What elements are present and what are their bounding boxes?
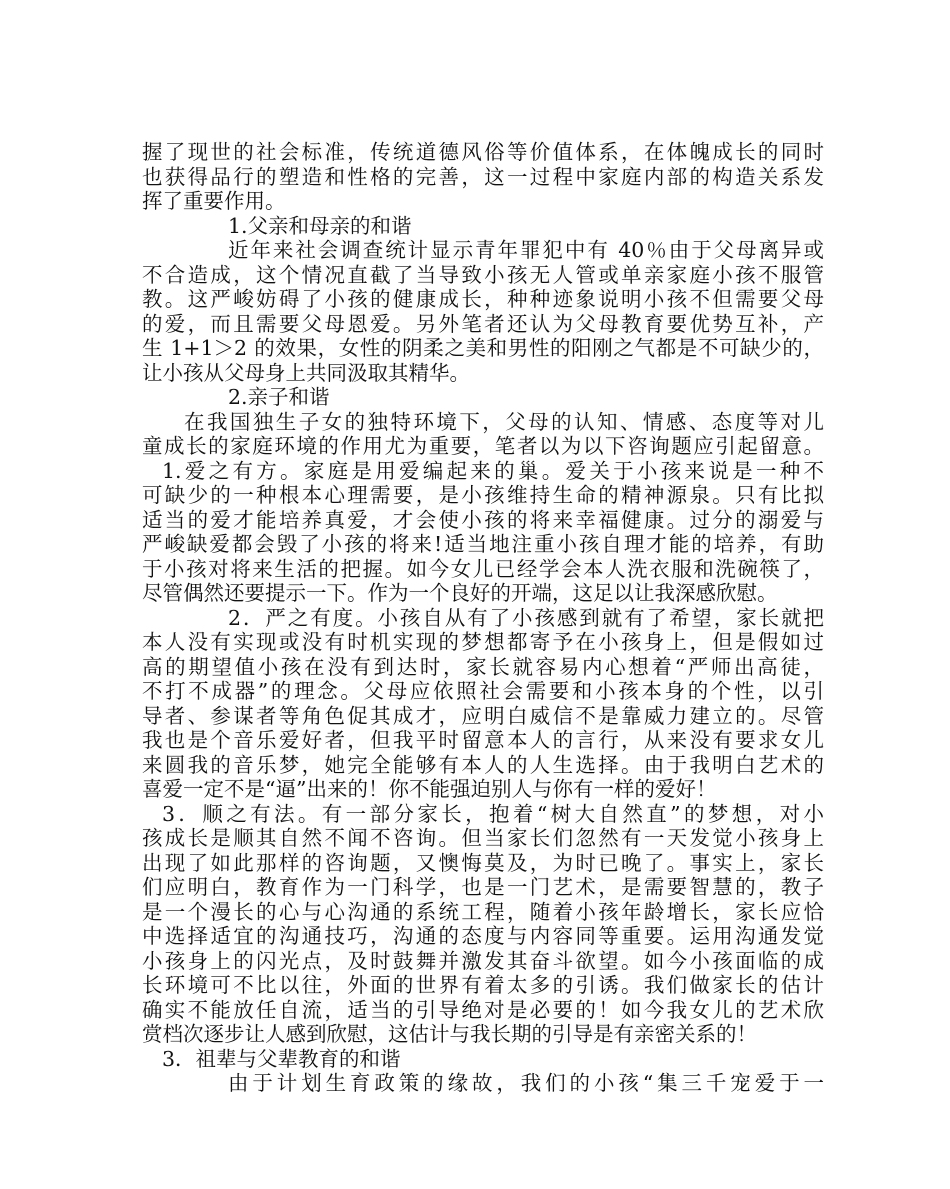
text-line: 不打不成器”的理念。父母应依照社会需要和小孩本身的个性，以引 [142,679,824,703]
text-line: 童成长的家庭环境的作用尤为重要，笔者以为以下咨询题应引起留意。 [142,434,824,458]
text-line: 适当的爱才能培养真爱，才会使小孩的将来幸福健康。过分的溺爱与 [142,507,824,532]
text-line: 1.父亲和母亲的和谐 [228,213,412,238]
text-line: 孩成长是顺其自然不闻不咨询。但当家长们忽然有一天发觉小孩身上 [142,826,824,850]
text-line: 本人没有实现或没有时机实现的梦想都寄予在小孩身上，但是假如过 [142,630,824,654]
text-line: 挥了重要作用。 [142,189,286,213]
text-line: 确实不能放任自流，适当的引导绝对是必要的！如今我女儿的艺术欣 [142,997,824,1022]
text-line: 不合造成，这个情况直截了当导致小孩无人管或单亲家庭小孩不服管 [142,262,824,287]
text-line: 喜爱一定不是“逼”出来的！你不能强迫别人与你有一样的爱好！ [142,777,717,801]
text-line: 让小孩从父母身上共同汲取其精华。 [142,360,470,385]
text-line: 也获得品行的塑造和性格的完善，这一过程中家庭内部的构造关系发 [142,164,824,189]
text-line: 近年来社会调查统计显示青年罪犯中有 40％由于父母离异或 [228,238,824,262]
text-line: 可缺少的一种根本心理需要，是小孩维持生命的精神源泉。只有比拟 [142,483,824,507]
text-line: 小孩身上的闪光点，及时鼓舞并激发其奋斗欲望。如今小孩面临的成 [142,948,824,973]
text-line: 生 1+1＞2 的效果，女性的阴柔之美和男性的阳刚之气都是不可缺少的， [142,336,824,360]
text-line: 握了现世的社会标准，传统道德风俗等价值体系，在体魄成长的同时 [142,140,824,164]
text-line: 长环境可不比以往，外面的世界有着太多的引诱。我们做家长的估计 [142,973,824,997]
text-line: 中选择适宜的沟通技巧，沟通的态度与内容同等重要。运用沟通发觉 [142,924,824,948]
text-line: 们应明白，教育作为一门科学，也是一门艺术，是需要智慧的，教子 [142,875,824,899]
text-line: 在我国独生子女的独特环境下，父母的认知、情感、态度等对儿 [184,409,824,434]
text-line: 由于计划生育政策的缘故，我们的小孩“集三千宠爱于一 [228,1071,824,1095]
text-line: 2．严之有度。小孩自从有了小孩感到就有了希望，家长就把 [228,605,824,630]
document-body [142,140,824,1096]
text-line: 于小孩对将来生活的把握。如今女儿已经学会本人洗衣服和洗碗筷了， [142,556,824,581]
text-line: 来圆我的音乐梦，她完全能够有本人的人生选择。由于我明白艺术的 [142,752,824,777]
text-line: 教。这严峻妨碍了小孩的健康成长，种种迹象说明小孩不但需要父母 [142,287,824,311]
text-line: 出现了如此那样的咨询题，又懊悔莫及，为时已晚了。事实上，家长 [142,850,824,875]
text-line: 尽管偶然还要提示一下。作为一个良好的开端，这足以让我深感欣慰。 [142,581,778,605]
text-line: 我也是个音乐爱好者，但我平时留意本人的言行，从来没有要求女儿 [142,728,824,752]
text-line: 的爱，而且需要父母恩爱。另外笔者还认为父母教育要优势互补，产 [142,311,824,336]
text-line: 2.亲子和谐 [228,385,330,409]
text-line: 1.爱之有方。家庭是用爱编起来的巢。爱关于小孩来说是一种不 [162,458,824,483]
text-line: 是一个漫长的心与心沟通的系统工程，随着小孩年龄增长，家长应恰 [142,899,824,924]
text-line: 导者、参谋者等角色促其成才，应明白威信不是靠威力建立的。尽管 [142,703,824,728]
text-line: 严峻缺爱都会毁了小孩的将来!适当地注重小孩自理才能的培养，有助 [142,532,824,556]
text-line: 赏档次逐步让人感到欣慰，这估计与我长期的引导是有亲密关系的！ [142,1022,757,1046]
text-line: 3．祖辈与父辈教育的和谐 [162,1046,401,1071]
text-line: 高的期望值小孩在没有到达时，家长就容易内心想着“严师出高徒， [142,654,824,679]
text-line: 3．顺之有法。有一部分家长，抱着“树大自然直”的梦想，对小 [162,801,824,826]
